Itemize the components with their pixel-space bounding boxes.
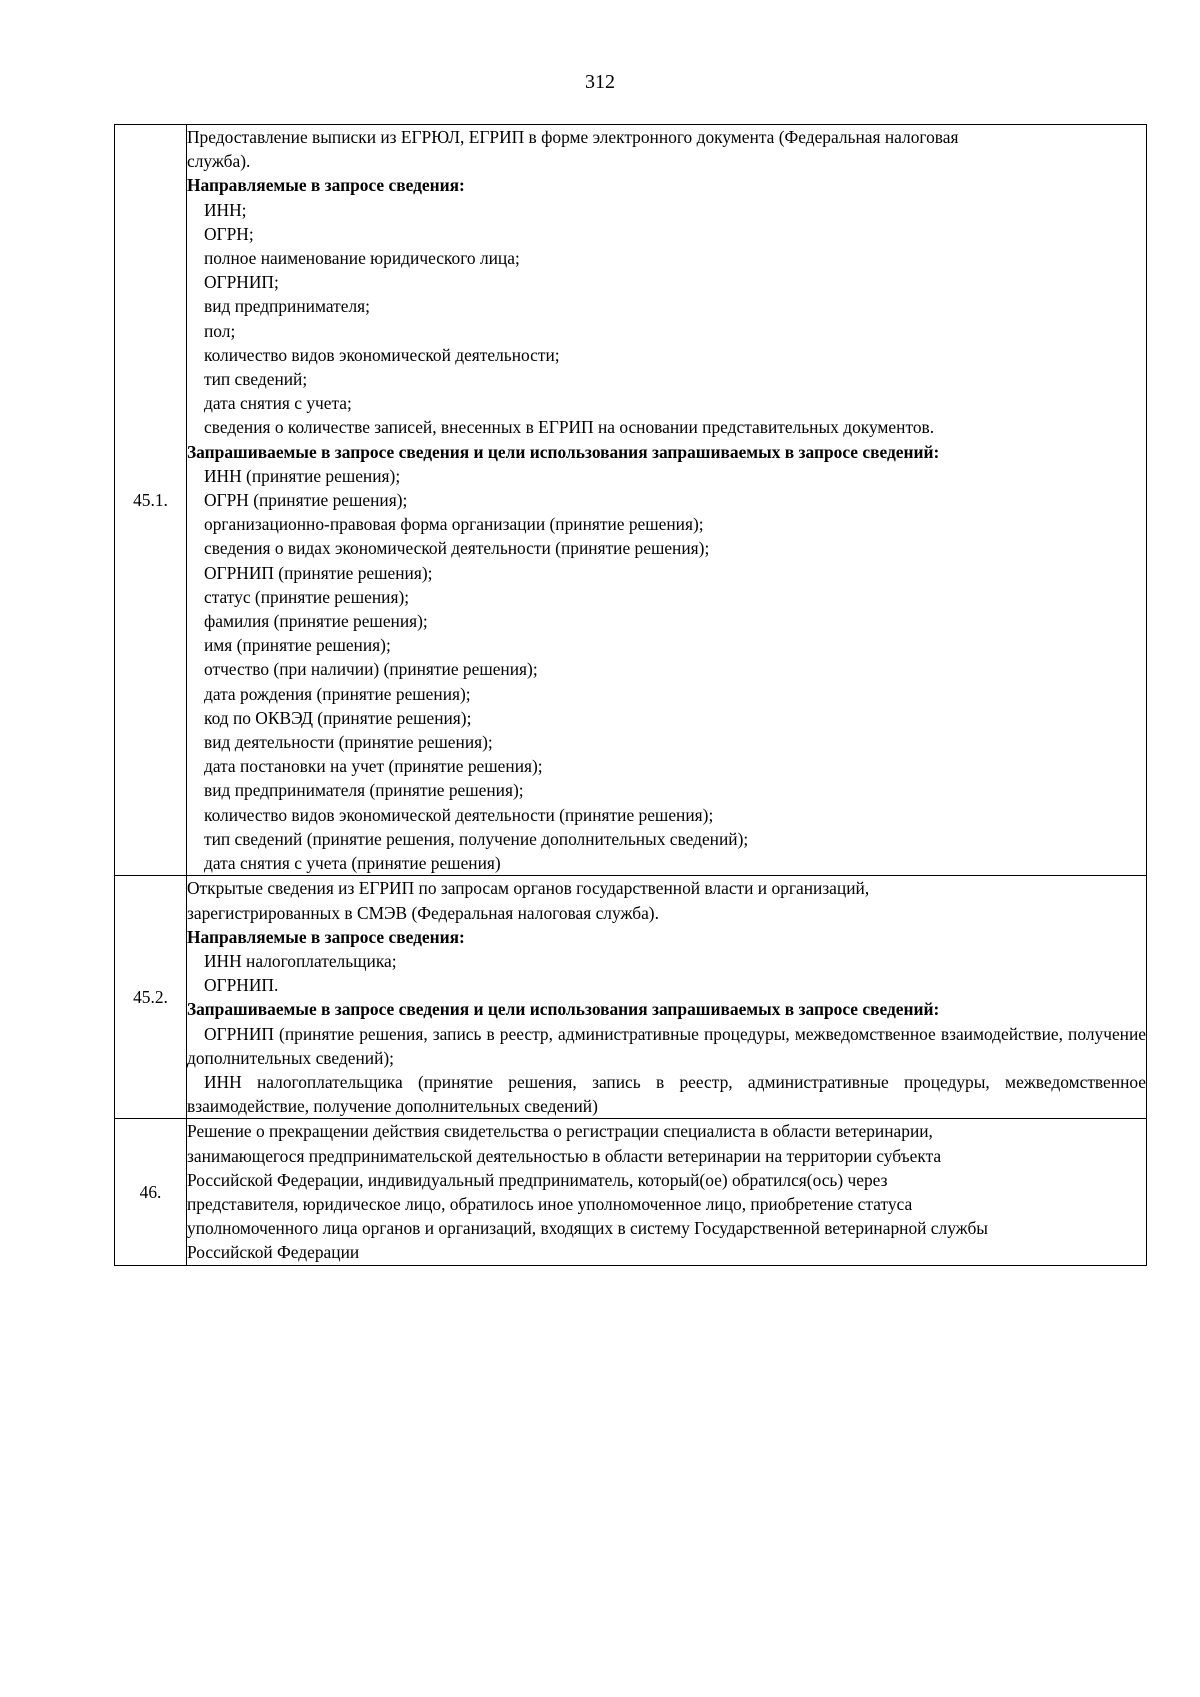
content-line: полное наименование юридического лица; — [204, 248, 520, 269]
row-number: 45.2. — [115, 876, 187, 1119]
content-line: ОГРН; — [204, 223, 254, 244]
row-number: 45.1. — [115, 125, 187, 876]
content-line: дата постановки на учет (принятие решения); — [204, 756, 543, 777]
content-line: ОГРНИП; — [204, 272, 279, 293]
content-line: ОГРНИП. — [204, 975, 279, 996]
content-line: ОГРНИП (принятие решения, запись в реестр, административные процедуры, межведомственное взаимодействие, получение дополнительных сведений); — [187, 1023, 1146, 1068]
table-row — [115, 125, 1147, 876]
content-line: Решение о прекращении действия свидетельства о регистрации специалиста в области ветеринарии, — [187, 1121, 933, 1142]
content-line: Предоставление выписки из ЕГРЮЛ, ЕГРИП в форме электронного документа (Федеральная налоговая — [187, 127, 959, 147]
row-content — [187, 125, 1147, 876]
row-content — [187, 1119, 1147, 1265]
content-line: отчество (при наличии) (принятие решения); — [204, 659, 538, 680]
section-heading: Запрашиваемые в запросе сведения и цели использования запрашиваемых в запросе сведений: — [187, 999, 940, 1020]
content-line: дата рождения (принятие решения); — [204, 683, 471, 704]
content-line: дата снятия с учета (принятие решения) — [204, 853, 501, 874]
content-line: количество видов экономической деятельности (принятие решения); — [204, 804, 714, 825]
page-number: 312 — [585, 71, 615, 93]
content-line: организационно-правовая форма организации (принятие решения); — [204, 514, 704, 535]
content-line: занимающегося предпринимательской деятельностью в области ветеринарии на территории субъекта — [187, 1145, 942, 1166]
content-line: количество видов экономической деятельности; — [204, 344, 560, 365]
content-line: Российской Федерации — [187, 1242, 360, 1263]
section-heading: Направляемые в запросе сведения: — [187, 926, 465, 947]
row-number: 46. — [115, 1119, 187, 1265]
table-body — [115, 125, 1147, 1266]
table-row — [115, 876, 1147, 1119]
content-line: ОГРН (принятие решения); — [204, 490, 408, 511]
content-line: сведения о количестве записей, внесенных в ЕГРИП на основании представительных документов. — [204, 417, 935, 438]
content-line: вид деятельности (принятие решения); — [204, 732, 493, 753]
content-line: Открытые сведения из ЕГРИП по запросам органов государственной власти и организаций, — [187, 878, 870, 899]
content-line: код по ОКВЭД (принятие решения); — [204, 707, 472, 728]
content-line: тип сведений; — [204, 369, 308, 390]
content-line: пол; — [204, 320, 236, 341]
content-line: зарегистрированных в СМЭВ (Федеральная налоговая служба). — [187, 902, 659, 923]
content-line: статус (принятие решения); — [204, 586, 410, 607]
content-line: сведения о видах экономической деятельности (принятие решения); — [204, 538, 710, 559]
content-line: уполномоченного лица органов и организаций, входящих в систему Государственной ветеринарной службы — [187, 1218, 988, 1239]
content-line: тип сведений (принятие решения, получение дополнительных сведений); — [204, 828, 749, 849]
content-line: ОГРНИП (принятие решения); — [204, 562, 433, 583]
document-table — [114, 124, 1147, 1266]
content-line: дата снятия с учета; — [204, 393, 352, 414]
content-line: имя (принятие решения); — [204, 635, 391, 656]
content-line: служба). — [187, 151, 251, 172]
content-line: ИНН налогоплательщика; — [204, 950, 397, 971]
row-content — [187, 876, 1147, 1119]
section-heading: Запрашиваемые в запросе сведения и цели использования запрашиваемых в запросе сведений: — [187, 441, 940, 462]
content-line: ИНН (принятие решения); — [204, 465, 401, 486]
content-line: вид предпринимателя (принятие решения); — [204, 780, 524, 801]
content-line: ИНН; — [204, 199, 247, 220]
content-line: вид предпринимателя; — [204, 296, 370, 317]
content-line: фамилия (принятие решения); — [204, 611, 428, 632]
content-line: Российской Федерации, индивидуальный предприниматель, который(ое) обратился(ось) через — [187, 1169, 888, 1190]
content-line: ИНН налогоплательщика (принятие решения, запись в реестр, административные процедуры, межведомственное взаимодействие, получение дополнительных сведений) — [187, 1071, 1146, 1117]
section-heading: Направляемые в запросе сведения: — [187, 175, 465, 196]
content-line: представителя, юридическое лицо, обратилось иное уполномоченное лицо, приобретение статуса — [187, 1193, 913, 1214]
table-row — [115, 1119, 1147, 1265]
